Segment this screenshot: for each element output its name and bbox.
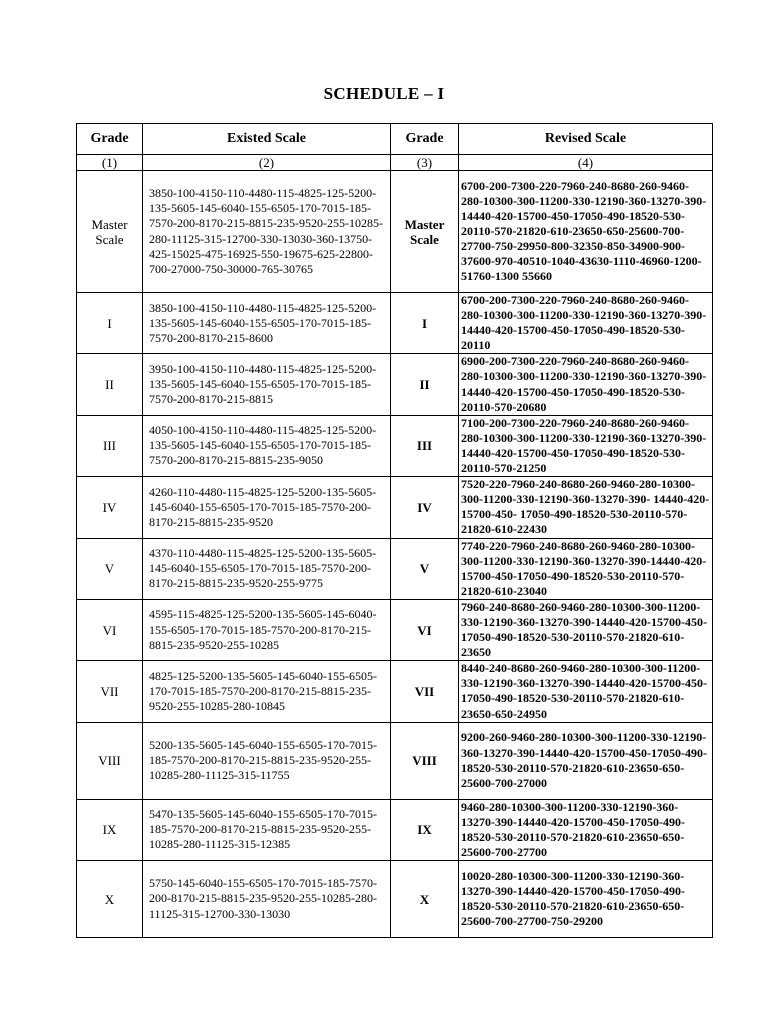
- revised-scale-cell: 9200-260-9460-280-10300-300-11200-330-12190-360-13270-390-14440-420-15700-450-17050-490-18520-530-20110-570-21820-610-23650-650-25600-700-27000: [459, 722, 713, 799]
- header-existed-scale: Existed Scale: [143, 124, 391, 155]
- revised-grade-cell: III: [391, 415, 459, 476]
- existed-scale-cell: 5470-135-5605-145-6040-155-6505-170-7015-185-7570-200-8170-215-8815-235-9520-255-10285-280-11125-315-12385: [143, 799, 391, 860]
- grade-cell: III: [77, 415, 143, 476]
- column-number-row: [77, 155, 713, 171]
- revised-grade-cell: V: [391, 538, 459, 599]
- revised-grade-cell: X: [391, 861, 459, 938]
- revised-scale-cell: 7960-240-8680-260-9460-280-10300-300-11200-330-12190-360-13270-390-14440-420-15700-450-17050-490-18520-530-20110-570-21820-610-23650: [459, 599, 713, 660]
- grade-cell: IX: [77, 799, 143, 860]
- header-grade-revised: Grade: [391, 124, 459, 155]
- revised-scale-cell: 6700-200-7300-220-7960-240-8680-260-9460-280-10300-300-11200-330-12190-360-13270-390-14440-420-15700-450-17050-490-18520-530-20110-570-21820-610-23650-650-25600-700-27700-750-29950-800-32350-850-34900-900-37600-970-40510-1040-43630-1110-46960-1200-51760-1300 55660: [459, 171, 713, 293]
- existed-scale-cell: 4370-110-4480-115-4825-125-5200-135-5605-145-6040-155-6505-170-7015-185-7570-200-8170-215-8815-235-9520-255-9775: [143, 538, 391, 599]
- grade-cell: V: [77, 538, 143, 599]
- table-row: [77, 661, 713, 722]
- grade-cell: VII: [77, 661, 143, 722]
- table-row: [77, 538, 713, 599]
- table-row: [77, 415, 713, 476]
- page-title: SCHEDULE – I: [323, 84, 445, 103]
- existed-scale-cell: 5200-135-5605-145-6040-155-6505-170-7015-185-7570-200-8170-215-8815-235-9520-255-10285-280-11125-315-11755: [143, 722, 391, 799]
- revised-scale-cell: 9460-280-10300-300-11200-330-12190-360-13270-390-14440-420-15700-450-17050-490-18520-530-20110-570-21820-610-23650-650-25600-700-27700: [459, 799, 713, 860]
- grade-cell: IV: [77, 477, 143, 538]
- revised-scale-cell: 8440-240-8680-260-9460-280-10300-300-11200-330-12190-360-13270-390-14440-420-15700-450-17050-490-18520-530-20110-570-21820-610-23650-650-24950: [459, 661, 713, 722]
- existed-scale-cell: 3850-100-4150-110-4480-115-4825-125-5200-135-5605-145-6040-155-6505-170-7015-185-7570-200-8170-215-8815-235-9520-255-10285-280-11125-315-12700-330-13030-360-13750-425-15025-475-16925-550-19675-625-22800-700-27000-750-30000-765-30765: [143, 171, 391, 293]
- existed-scale-cell: 4050-100-4150-110-4480-115-4825-125-5200-135-5605-145-6040-155-6505-170-7015-185-7570-200-8170-215-8815-235-9050: [143, 415, 391, 476]
- header-row: [77, 124, 713, 155]
- table-row: [77, 293, 713, 354]
- revised-scale-cell: 6900-200-7300-220-7960-240-8680-260-9460-280-10300-300-11200-330-12190-360-13270-390-14440-420-15700-450-17050-490-18520-530-20110-570-20680: [459, 354, 713, 415]
- table-row: [77, 722, 713, 799]
- existed-scale-cell: 5750-145-6040-155-6505-170-7015-185-7570-200-8170-215-8815-235-9520-255-10285-280-11125-315-12700-330-13030: [143, 861, 391, 938]
- column-number: (4): [459, 155, 713, 171]
- column-number: (3): [391, 155, 459, 171]
- revised-grade-cell: II: [391, 354, 459, 415]
- header-grade: Grade: [77, 124, 143, 155]
- grade-cell: X: [77, 861, 143, 938]
- grade-cell: I: [77, 293, 143, 354]
- revised-grade-cell: VII: [391, 661, 459, 722]
- existed-scale-cell: 4260-110-4480-115-4825-125-5200-135-5605-145-6040-155-6505-170-7015-185-7570-200-8170-215-8815-235-9520: [143, 477, 391, 538]
- column-number: (1): [77, 155, 143, 171]
- table-row: [77, 861, 713, 938]
- revised-grade-cell: I: [391, 293, 459, 354]
- grade-cell: VI: [77, 599, 143, 660]
- revised-grade-cell: VIII: [391, 722, 459, 799]
- schedule-table: [76, 123, 713, 938]
- revised-scale-cell: 6700-200-7300-220-7960-240-8680-260-9460-280-10300-300-11200-330-12190-360-13270-390-14440-420-15700-450-17050-490-18520-530-20110: [459, 293, 713, 354]
- table-row: [77, 799, 713, 860]
- revised-scale-cell: 7100-200-7300-220-7960-240-8680-260-9460-280-10300-300-11200-330-12190-360-13270-390-14440-420-15700-450-17050-490-18520-530-20110-570-21250: [459, 415, 713, 476]
- revised-scale-cell: 7740-220-7960-240-8680-260-9460-280-10300-300-11200-330-12190-360-13270-390-14440-420-15700-450-17050-490-18520-530-20110-570-21820-610-23040: [459, 538, 713, 599]
- grade-cell: Master Scale: [77, 171, 143, 293]
- revised-grade-cell: VI: [391, 599, 459, 660]
- revised-grade-cell: IV: [391, 477, 459, 538]
- existed-scale-cell: 4825-125-5200-135-5605-145-6040-155-6505-170-7015-185-7570-200-8170-215-8815-235-9520-255-10285-280-10845: [143, 661, 391, 722]
- revised-scale-cell: 10020-280-10300-300-11200-330-12190-360-13270-390-14440-420-15700-450-17050-490-18520-530-20110-570-21820-610-23650-650-25600-700-27700-750-29200: [459, 861, 713, 938]
- table-row: [77, 171, 713, 293]
- revised-grade-cell: Master Scale: [391, 171, 459, 293]
- grade-cell: VIII: [77, 722, 143, 799]
- existed-scale-cell: 3850-100-4150-110-4480-115-4825-125-5200-135-5605-145-6040-155-6505-170-7015-185-7570-200-8170-215-8600: [143, 293, 391, 354]
- grade-cell: II: [77, 354, 143, 415]
- existed-scale-cell: 4595-115-4825-125-5200-135-5605-145-6040-155-6505-170-7015-185-7570-200-8170-215-8815-235-9520-255-10285: [143, 599, 391, 660]
- table-row: [77, 477, 713, 538]
- table-row: [77, 354, 713, 415]
- header-revised-scale: Revised Scale: [459, 124, 713, 155]
- revised-grade-cell: IX: [391, 799, 459, 860]
- existed-scale-cell: 3950-100-4150-110-4480-115-4825-125-5200-135-5605-145-6040-155-6505-170-7015-185-7570-200-8170-215-8815: [143, 354, 391, 415]
- column-number: (2): [143, 155, 391, 171]
- table-row: [77, 599, 713, 660]
- revised-scale-cell: 7520-220-7960-240-8680-260-9460-280-10300-300-11200-330-12190-360-13270-390- 14440-420-15700-450- 17050-490-18520-530-20110-570- 21820-610-22430: [459, 477, 713, 538]
